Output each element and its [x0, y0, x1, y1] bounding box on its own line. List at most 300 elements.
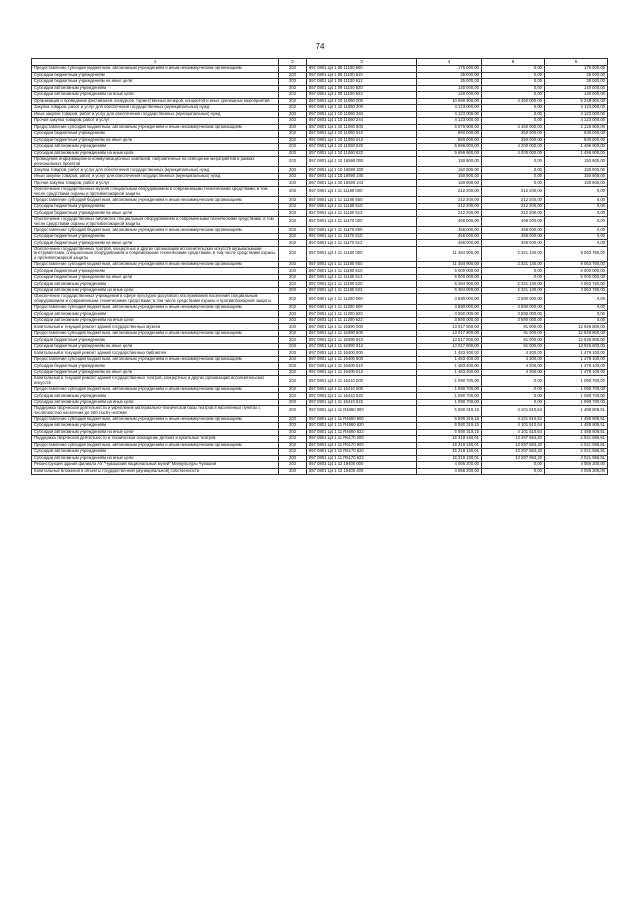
row-code-cell: 203 — [279, 423, 307, 430]
row-name-cell: Субсидии бюджетным учреждениям — [32, 233, 279, 240]
row-amount-total-cell: 4 123 000,00 — [417, 118, 482, 125]
table-row — [32, 468, 608, 475]
row-amount-col5-cell: 456 000,00 — [482, 233, 545, 240]
row-classification-cell: 857 0801 Ц4 1 10 11060 610 — [307, 131, 417, 138]
row-code-cell: 203 — [279, 131, 307, 138]
row-code-cell: 203 — [279, 287, 307, 294]
row-amount-total-cell: 212 200,00 — [417, 203, 482, 210]
row-amount-col5-cell: 250 000,00 — [482, 137, 545, 144]
row-amount-col6-cell: 150 900,00 — [545, 167, 608, 174]
row-amount-col5-cell: 13 297 553,20 — [482, 442, 545, 449]
row-amount-col5-cell: 4 200 000,00 — [482, 150, 545, 157]
row-name-cell: Субсидии бюджетным учреждениям на иные цели — [32, 137, 279, 144]
row-classification-cell: 857 0801 Ц4 1 11 11200 620 — [307, 311, 417, 318]
row-code-cell: 203 — [279, 363, 307, 370]
row-amount-total-cell: 3 590 000,00 — [417, 317, 482, 324]
row-code-cell: 203 — [279, 294, 307, 304]
row-classification-cell: 857 0801 Ц4 1 11 11160 600 — [307, 197, 417, 204]
row-amount-col5-cell: 0,00 — [482, 105, 545, 112]
table-row — [32, 429, 608, 436]
row-amount-total-cell: 6 576 900,00 — [417, 124, 482, 131]
row-code-cell: 203 — [279, 227, 307, 234]
row-amount-total-cell: 13 017 800,00 — [417, 324, 482, 331]
row-amount-col5-cell: 3 590 000,00 — [482, 304, 545, 311]
table-row — [32, 442, 608, 449]
row-name-cell: Субсидии бюджетным учреждениям — [32, 72, 279, 79]
row-amount-col6-cell: 1 479 100,00 — [545, 369, 608, 376]
row-amount-col5-cell: 212 200,00 — [482, 186, 545, 196]
row-amount-col5-cell: 13 297 553,20 — [482, 449, 545, 456]
row-code-cell: 203 — [279, 92, 307, 99]
row-name-cell: Субсидии бюджетным учреждениям — [32, 131, 279, 138]
row-amount-col5-cell: 212 200,00 — [482, 197, 545, 204]
row-amount-col5-cell: 0,00 — [482, 468, 545, 475]
table-row — [32, 137, 608, 144]
row-amount-total-cell: 15 319 150,01 — [417, 442, 482, 449]
row-name-cell: Субсидии бюджетным учреждениям на иные цели — [32, 240, 279, 247]
row-amount-col6-cell: 2 021 596,81 — [545, 449, 608, 456]
row-code-cell: 203 — [279, 203, 307, 210]
row-amount-col6-cell: 2 021 596,81 — [545, 436, 608, 443]
row-amount-col5-cell: 0,00 — [482, 79, 545, 86]
column-header: 3 — [307, 59, 417, 66]
row-amount-total-cell: 1 483 400,00 — [417, 363, 482, 370]
row-code-cell: 203 — [279, 330, 307, 337]
row-name-cell: Поддержка творческой деятельности и укрепление материально-технической базы театров в населенных пунктах с численностью населения до 300 тысяч человек — [32, 406, 279, 416]
row-amount-total-cell: 175 000,00 — [417, 66, 482, 73]
row-code-cell: 203 — [279, 111, 307, 118]
row-amount-col5-cell: 0,00 — [482, 85, 545, 92]
row-code-cell: 203 — [279, 376, 307, 386]
row-code-cell: 203 — [279, 369, 307, 376]
row-name-cell: Прочая закупка товаров, работ и услуг — [32, 180, 279, 187]
row-amount-total-cell: 5 590 319,15 — [417, 406, 482, 416]
row-classification-cell: 857 0801 Ц4 1 11 16400 610 — [307, 363, 417, 370]
row-amount-total-cell: 3 590 000,00 — [417, 311, 482, 318]
row-amount-total-cell: 5 000 000,00 — [417, 274, 482, 281]
row-name-cell: Субсидии бюджетным учреждениям на иные цели — [32, 79, 279, 86]
row-amount-col6-cell: 4 056 200,00 — [545, 468, 608, 475]
page-number: 74 — [315, 42, 325, 51]
row-amount-col6-cell: 0,00 — [545, 197, 608, 204]
row-classification-cell: 857 0801 Ц4 1 10 16590 200 — [307, 167, 417, 174]
row-name-cell: Предоставление субсидий бюджетным, автономным учреждениям и иным некоммерческим организациям — [32, 304, 279, 311]
row-amount-total-cell: 11 384 900,00 — [417, 261, 482, 268]
row-classification-cell: 857 0801 Ц4 1 11 11160 610 — [307, 203, 417, 210]
row-amount-col5-cell: 91 000,00 — [482, 337, 545, 344]
row-amount-col5-cell: 456 000,00 — [482, 227, 545, 234]
row-amount-col6-cell: 0,00 — [545, 233, 608, 240]
row-amount-col5-cell: 0,00 — [482, 180, 545, 187]
row-name-cell: Предоставление субсидий бюджетным, автономным учреждениям и иным некоммерческим организациям — [32, 356, 279, 363]
budget-table — [31, 58, 608, 475]
row-amount-total-cell: 5 590 319,15 — [417, 416, 482, 423]
row-code-cell: 203 — [279, 449, 307, 456]
row-amount-col5-cell: 456 000,00 — [482, 240, 545, 247]
row-amount-col5-cell: 2 321 140,00 — [482, 281, 545, 288]
row-classification-cell: 857 0801 Ц4 1 10 11060 620 — [307, 144, 417, 151]
row-classification-cell: 857 0801 Ц4 1 09 11100 612 — [307, 79, 417, 86]
row-classification-cell: 857 0801 Ц4 1 11 11180 612 — [307, 274, 417, 281]
row-amount-col5-cell: 212 200,00 — [482, 203, 545, 210]
row-amount-col6-cell: 12 926 800,00 — [545, 330, 608, 337]
row-amount-col6-cell: 0,00 — [545, 216, 608, 226]
row-name-cell: Субсидии бюджетным учреждениям — [32, 268, 279, 275]
row-code-cell: 203 — [279, 416, 307, 423]
row-classification-cell: 857 0801 Ц4 1 10 11060 000 — [307, 98, 417, 105]
row-amount-col6-cell: 150 900,00 — [545, 157, 608, 167]
row-code-cell: 203 — [279, 124, 307, 131]
row-amount-total-cell: 15 319 150,01 — [417, 436, 482, 443]
row-classification-cell: 857 0801 Ц4 1 10 16590 000 — [307, 157, 417, 167]
row-amount-col6-cell: 4 123 000,00 — [545, 118, 608, 125]
row-name-cell: Субсидии автономным учреждениям на иные цели — [32, 317, 279, 324]
row-classification-cell: 857 0801 Ц4 1 11 16410 600 — [307, 386, 417, 393]
row-name-cell: Закупка товаров, работ и услуг для обеспечения государственных (муниципальных) нужд — [32, 167, 279, 174]
column-header: 1 — [32, 59, 279, 66]
row-amount-total-cell: 10 699 900,00 — [417, 98, 482, 105]
row-amount-col6-cell: 1 090 700,00 — [545, 399, 608, 406]
row-classification-cell: 857 0801 Ц4 1 11 R5170 620 — [307, 449, 417, 456]
row-amount-col5-cell: 0,00 — [482, 66, 545, 73]
row-name-cell: Субсидии автономным учреждениям на иные цели — [32, 455, 279, 462]
row-amount-col5-cell: 0,00 — [482, 274, 545, 281]
row-name-cell: Субсидии бюджетным учреждениям — [32, 337, 279, 344]
row-amount-col5-cell: 0,00 — [482, 167, 545, 174]
row-amount-col6-cell: 4 056 200,00 — [545, 462, 608, 469]
row-code-cell: 203 — [279, 274, 307, 281]
row-amount-total-cell: 1 483 400,00 — [417, 350, 482, 357]
table-row — [32, 261, 608, 268]
row-name-cell: Предоставление субсидий бюджетным, автономным учреждениям и иным некоммерческим организациям — [32, 227, 279, 234]
row-name-cell: Поддержка творческой деятельности и техническое оснащение детских и кукольных театров — [32, 436, 279, 443]
row-amount-total-cell: 5 590 319,15 — [417, 423, 482, 430]
row-amount-col5-cell: 456 000,00 — [482, 216, 545, 226]
row-amount-col5-cell: 0,00 — [482, 268, 545, 275]
table-row — [32, 210, 608, 217]
row-classification-cell: 857 0801 Ц4 1 10 16590 244 — [307, 180, 417, 187]
row-name-cell: Реконструкция здания филиала АУ "Чувашский национальный музей" Минкультуры Чувашии — [32, 462, 279, 469]
table-header-row — [32, 59, 608, 66]
row-amount-total-cell: 212 200,00 — [417, 210, 482, 217]
row-amount-col6-cell: 0,00 — [545, 240, 608, 247]
row-amount-col5-cell: 4 300,00 — [482, 356, 545, 363]
row-amount-total-cell: 15 319 150,01 — [417, 449, 482, 456]
row-amount-col5-cell: 0,00 — [482, 376, 545, 386]
row-classification-cell: 857 0801 Ц4 1 11 R4660 622 — [307, 429, 417, 436]
row-classification-cell: 857 0801 Ц4 1 09 11100 620 — [307, 85, 417, 92]
row-code-cell: 203 — [279, 210, 307, 217]
row-code-cell: 203 — [279, 197, 307, 204]
row-name-cell: Предоставление субсидий бюджетным, автономным учреждениям и иным некоммерческим организациям — [32, 261, 279, 268]
row-name-cell: Субсидии автономным учреждениям на иные цели — [32, 399, 279, 406]
row-code-cell: 203 — [279, 399, 307, 406]
row-code-cell: 203 — [279, 393, 307, 400]
row-code-cell: 203 — [279, 268, 307, 275]
row-classification-cell: 857 0801 Ц4 1 11 11160 000 — [307, 186, 417, 196]
row-amount-col5-cell: 13 297 553,20 — [482, 455, 545, 462]
row-amount-col6-cell: 2 021 596,81 — [545, 442, 608, 449]
row-classification-cell: 857 0801 Ц4 1 11 11200 622 — [307, 317, 417, 324]
row-amount-col5-cell: 3 590 000,00 — [482, 294, 545, 304]
row-amount-col6-cell: 6 249 900,00 — [545, 98, 608, 105]
row-amount-total-cell: 150 900,00 — [417, 167, 482, 174]
row-amount-total-cell: 880 000,00 — [417, 131, 482, 138]
row-amount-col6-cell: 5 000 000,00 — [545, 274, 608, 281]
row-amount-col6-cell: 140 000,00 — [545, 85, 608, 92]
row-amount-col6-cell: 1 479 100,00 — [545, 356, 608, 363]
row-code-cell: 203 — [279, 317, 307, 324]
row-amount-col6-cell: 0,00 — [545, 304, 608, 311]
row-code-cell: 203 — [279, 72, 307, 79]
row-name-cell: Обеспечение государственных музеев специальным оборудованием и современными техническими средствами, в том числе средствами охраны и противопожарной защиты — [32, 186, 279, 196]
row-amount-col5-cell: 4 300,00 — [482, 363, 545, 370]
row-amount-col6-cell: 1 090 700,00 — [545, 393, 608, 400]
row-name-cell: Субсидии автономным учреждениям на иные цели — [32, 429, 279, 436]
row-name-cell: Предоставление субсидий бюджетным, автономным учреждениям и иным некоммерческим организациям — [32, 330, 279, 337]
row-name-cell: Субсидии автономным учреждениям — [32, 423, 279, 430]
row-code-cell: 203 — [279, 173, 307, 180]
row-amount-total-cell: 13 017 800,00 — [417, 343, 482, 350]
row-classification-cell: 857 0801 Ц4 1 11 11160 612 — [307, 210, 417, 217]
row-amount-total-cell: 456 000,00 — [417, 240, 482, 247]
row-amount-col6-cell: 1 090 700,00 — [545, 386, 608, 393]
table-row — [32, 436, 608, 443]
row-name-cell: Капитальный и текущий ремонт зданий государственных музеев — [32, 324, 279, 331]
row-amount-col5-cell: 4 300,00 — [482, 350, 545, 357]
row-name-cell: Субсидии автономным учреждениям на иные цели — [32, 92, 279, 99]
row-code-cell: 203 — [279, 105, 307, 112]
row-code-cell: 203 — [279, 240, 307, 247]
row-amount-col5-cell: 4 101 510,64 — [482, 429, 545, 436]
row-amount-col6-cell: 0,00 — [545, 186, 608, 196]
row-classification-cell: 857 0801 Ц4 1 10 11060 244 — [307, 118, 417, 125]
row-classification-cell: 857 0801 Ц4 1 12 19400 400 — [307, 468, 417, 475]
row-amount-col6-cell: 1 479 100,00 — [545, 350, 608, 357]
table-row — [32, 124, 608, 131]
column-header: 4 — [417, 59, 482, 66]
row-classification-cell: 857 0801 Ц4 1 11 R5170 622 — [307, 455, 417, 462]
row-amount-total-cell: 1 090 700,00 — [417, 386, 482, 393]
row-amount-total-cell: 212 200,00 — [417, 186, 482, 196]
table-row — [32, 376, 608, 386]
row-code-cell: 203 — [279, 468, 307, 475]
column-header: 5 — [482, 59, 545, 66]
row-code-cell: 203 — [279, 216, 307, 226]
row-amount-col5-cell: 4 101 510,64 — [482, 416, 545, 423]
row-amount-total-cell: 11 384 900,00 — [417, 246, 482, 261]
row-name-cell: Субсидии автономным учреждениям — [32, 449, 279, 456]
row-code-cell: 203 — [279, 356, 307, 363]
column-header: 6 — [545, 59, 608, 66]
row-amount-col6-cell: 2 021 596,81 — [545, 455, 608, 462]
row-amount-col6-cell: 140 000,00 — [545, 92, 608, 99]
row-classification-cell: 857 0801 Ц4 1 09 11100 610 — [307, 72, 417, 79]
row-name-cell: Предоставление субсидий бюджетным, автономным учреждениям и иным некоммерческим организациям — [32, 416, 279, 423]
row-amount-total-cell: 4 123 000,00 — [417, 105, 482, 112]
row-amount-col5-cell: 0,00 — [482, 72, 545, 79]
row-amount-col5-cell: 4 300,00 — [482, 369, 545, 376]
row-code-cell: 203 — [279, 350, 307, 357]
row-classification-cell: 857 0801 Ц4 1 11 11180 610 — [307, 268, 417, 275]
table-row — [32, 197, 608, 204]
row-amount-total-cell: 5 696 900,00 — [417, 150, 482, 157]
row-amount-col6-cell: 1 496 900,00 — [545, 144, 608, 151]
row-name-cell: Субсидии бюджетным учреждениям — [32, 363, 279, 370]
row-code-cell: 203 — [279, 85, 307, 92]
row-name-cell: Предоставление субсидий бюджетным, автономным учреждениям и иным некоммерческим организациям — [32, 386, 279, 393]
row-classification-cell: 857 0801 Ц4 1 11 11200 000 — [307, 294, 417, 304]
row-name-cell: Закупка товаров, работ и услуг для обеспечения государственных (муниципальных) нужд — [32, 105, 279, 112]
row-classification-cell: 857 0801 Ц4 1 11 16410 622 — [307, 399, 417, 406]
row-name-cell: Субсидии автономным учреждениям — [32, 311, 279, 318]
row-amount-col6-cell: 1 488 808,51 — [545, 429, 608, 436]
row-code-cell: 203 — [279, 436, 307, 443]
row-classification-cell: 857 0801 Ц4 1 11 11170 000 — [307, 216, 417, 226]
row-amount-col6-cell: 1 488 808,51 — [545, 416, 608, 423]
row-name-cell: Субсидии автономным учреждениям — [32, 393, 279, 400]
row-name-cell: Проведение информационно-коммуникационных кампаний, направленных на освещение мероприятий в рамках региональных проектов — [32, 157, 279, 167]
row-code-cell: 203 — [279, 337, 307, 344]
row-name-cell: Субсидии автономным учреждениям — [32, 281, 279, 288]
row-code-cell: 203 — [279, 150, 307, 157]
row-code-cell: 203 — [279, 343, 307, 350]
row-amount-col6-cell: 1 090 700,00 — [545, 376, 608, 386]
row-code-cell: 203 — [279, 144, 307, 151]
row-code-cell: 203 — [279, 304, 307, 311]
row-amount-total-cell: 35 000,00 — [417, 72, 482, 79]
row-classification-cell: 857 0801 Ц4 1 10 11060 600 — [307, 124, 417, 131]
row-classification-cell: 857 0801 Ц4 1 11 R5170 000 — [307, 436, 417, 443]
table-row — [32, 216, 608, 226]
row-name-cell: Предоставление субсидий бюджетным, автономным учреждениям и иным некоммерческим организациям — [32, 197, 279, 204]
row-amount-total-cell: 1 090 700,00 — [417, 399, 482, 406]
row-amount-col6-cell: 1 479 100,00 — [545, 363, 608, 370]
row-name-cell: Субсидии автономным учреждениям на иные цели — [32, 287, 279, 294]
row-amount-col5-cell: 250 000,00 — [482, 131, 545, 138]
row-amount-col6-cell: 4 063 760,00 — [545, 281, 608, 288]
row-name-cell: Субсидии автономным учреждениям — [32, 85, 279, 92]
row-code-cell: 203 — [279, 311, 307, 318]
row-classification-cell: 857 0801 Ц4 1 10 16590 240 — [307, 173, 417, 180]
row-amount-col5-cell: 3 590 000,00 — [482, 311, 545, 318]
row-amount-col6-cell: 630 000,00 — [545, 137, 608, 144]
row-amount-total-cell: 5 590 319,15 — [417, 429, 482, 436]
row-name-cell: Предоставление субсидий бюджетным, автономным учреждениям и иным некоммерческим организациям — [32, 442, 279, 449]
table-row — [32, 98, 608, 105]
row-amount-total-cell: 15 319 150,01 — [417, 455, 482, 462]
row-amount-col5-cell: 4 101 510,64 — [482, 423, 545, 430]
row-code-cell: 203 — [279, 167, 307, 174]
table-row — [32, 304, 608, 311]
row-name-cell: Субсидии бюджетным учреждениям на иные цели — [32, 210, 279, 217]
row-amount-col5-cell: 2 321 140,00 — [482, 261, 545, 268]
row-code-cell: 203 — [279, 186, 307, 196]
table-row — [32, 287, 608, 294]
row-code-cell: 203 — [279, 157, 307, 167]
row-amount-total-cell: 3 590 000,00 — [417, 294, 482, 304]
row-classification-cell: 857 0801 Ц4 1 11 16390 610 — [307, 337, 417, 344]
row-code-cell: 203 — [279, 386, 307, 393]
row-name-cell: Предоставление субсидий бюджетным, автономным учреждениям и иным некоммерческим организациям — [32, 124, 279, 131]
row-classification-cell: 857 0801 Ц4 1 11 11170 600 — [307, 227, 417, 234]
row-amount-col6-cell: 0,00 — [545, 311, 608, 318]
row-amount-total-cell: 1 090 700,00 — [417, 376, 482, 386]
row-amount-total-cell: 140 000,00 — [417, 92, 482, 99]
row-code-cell: 203 — [279, 462, 307, 469]
row-amount-total-cell: 456 000,00 — [417, 216, 482, 226]
row-amount-col5-cell: 2 321 140,00 — [482, 287, 545, 294]
row-code-cell: 203 — [279, 261, 307, 268]
row-classification-cell: 857 0801 Ц4 1 11 16410 620 — [307, 393, 417, 400]
row-classification-cell: 857 0801 Ц4 1 11 11170 612 — [307, 240, 417, 247]
row-code-cell: 203 — [279, 455, 307, 462]
row-classification-cell: 857 0801 Ц4 1 12 19400 000 — [307, 462, 417, 469]
row-code-cell: 203 — [279, 118, 307, 125]
row-amount-total-cell: 212 200,00 — [417, 197, 482, 204]
row-amount-col5-cell: 0,00 — [482, 399, 545, 406]
row-amount-col6-cell: 1 496 900,00 — [545, 150, 608, 157]
row-name-cell: Обеспечение государственных театров, концертных и других организаций исполнительских искусств музыкальными инструментами, специальным оборудованием и современными техническими средствами, в том числе средствами охраны и противопожарной защиты — [32, 246, 279, 261]
row-amount-total-cell: 6 384 900,00 — [417, 281, 482, 288]
row-amount-total-cell: 4 123 000,00 — [417, 111, 482, 118]
row-amount-col6-cell: 35 000,00 — [545, 72, 608, 79]
row-amount-col5-cell: 4 200 000,00 — [482, 144, 545, 151]
row-amount-col6-cell: 0,00 — [545, 294, 608, 304]
row-amount-total-cell: 880 000,00 — [417, 137, 482, 144]
column-header: 2 — [279, 59, 307, 66]
row-amount-col6-cell: 0,00 — [545, 317, 608, 324]
row-amount-total-cell: 3 590 000,00 — [417, 304, 482, 311]
row-amount-total-cell: 456 000,00 — [417, 227, 482, 234]
table-row — [32, 186, 608, 196]
row-classification-cell: 857 0801 Ц4 1 10 11060 612 — [307, 137, 417, 144]
row-amount-col6-cell: 630 000,00 — [545, 131, 608, 138]
row-classification-cell: 857 0801 Ц4 1 11 16400 612 — [307, 369, 417, 376]
row-amount-col6-cell: 4 123 000,00 — [545, 105, 608, 112]
row-amount-col5-cell: 0,00 — [482, 386, 545, 393]
row-name-cell: Капитальные вложения в объекты государственной (муниципальной) собственности — [32, 468, 279, 475]
row-code-cell: 203 — [279, 429, 307, 436]
row-classification-cell: 857 0801 Ц4 1 11 11180 622 — [307, 287, 417, 294]
row-classification-cell: 857 0801 Ц4 1 10 11060 622 — [307, 150, 417, 157]
row-amount-total-cell: 13 017 800,00 — [417, 330, 482, 337]
row-amount-total-cell: 150 900,00 — [417, 157, 482, 167]
row-amount-col6-cell: 0,00 — [545, 210, 608, 217]
row-amount-col6-cell: 12 926 800,00 — [545, 324, 608, 331]
row-name-cell: Капитальный и текущий ремонт зданий государственных театров, концертных и других организаций исполнительских искусств — [32, 376, 279, 386]
row-code-cell: 203 — [279, 281, 307, 288]
row-classification-cell: 857 0801 Ц4 1 10 11060 240 — [307, 111, 417, 118]
row-amount-col5-cell: 0,00 — [482, 111, 545, 118]
row-amount-col6-cell: 2 126 900,00 — [545, 124, 608, 131]
row-amount-col6-cell: 4 123 000,00 — [545, 111, 608, 118]
row-amount-total-cell: 5 696 900,00 — [417, 144, 482, 151]
row-name-cell: Обеспечение государственных библиотек специальным оборудованием и современными техническими средствами, в том числе средствами охраны и противопожарной защиты — [32, 216, 279, 226]
row-name-cell: Субсидии автономным учреждениям на иные цели — [32, 150, 279, 157]
row-amount-total-cell: 1 483 400,00 — [417, 369, 482, 376]
row-classification-cell: 857 0801 Ц4 1 11 11200 600 — [307, 304, 417, 311]
row-classification-cell: 857 0801 Ц4 1 11 R4660 000 — [307, 406, 417, 416]
row-amount-col6-cell: 150 900,00 — [545, 180, 608, 187]
row-name-cell: Субсидии бюджетным учреждениям — [32, 203, 279, 210]
row-amount-col5-cell: 2 321 140,00 — [482, 246, 545, 261]
row-amount-col5-cell: 4 450 000,00 — [482, 124, 545, 131]
table-row — [32, 416, 608, 423]
row-classification-cell: 857 0801 Ц4 1 11 R4660 620 — [307, 423, 417, 430]
row-name-cell: Субсидии бюджетным учреждениям на иные цели — [32, 274, 279, 281]
row-amount-col5-cell: 212 200,00 — [482, 210, 545, 217]
